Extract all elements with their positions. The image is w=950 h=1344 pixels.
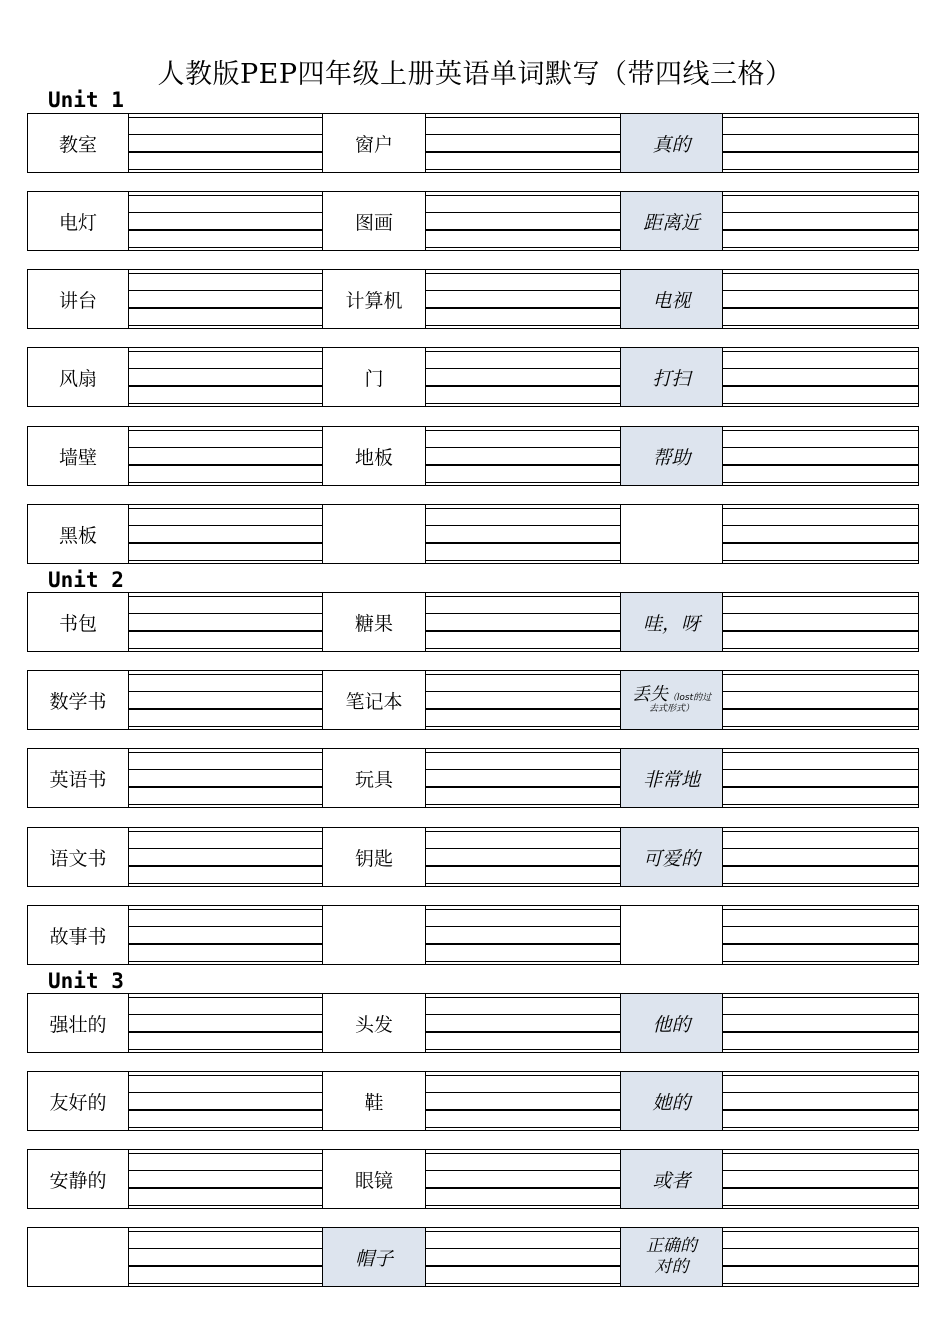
guide-line: [723, 508, 918, 509]
guide-line: [129, 117, 322, 118]
guide-line: [426, 630, 620, 632]
guide-line: [129, 1170, 322, 1171]
highlighted-word-label: [621, 1228, 723, 1286]
unit-heading: Unit 2: [48, 568, 124, 592]
guide-line: [129, 1075, 322, 1076]
guide-line: [129, 385, 322, 387]
guide-line: [426, 368, 620, 369]
highlighted-word-label: [621, 671, 723, 729]
writing-area[interactable]: [723, 593, 918, 651]
guide-line: [426, 648, 620, 649]
vocab-row: [27, 426, 919, 486]
guide-line: [723, 290, 918, 291]
guide-line: [723, 1265, 918, 1267]
guide-line: [426, 403, 620, 404]
writing-area[interactable]: [723, 1228, 918, 1286]
writing-area[interactable]: [723, 192, 918, 250]
guide-line: [426, 943, 620, 945]
writing-area[interactable]: [426, 906, 621, 964]
guide-line: [723, 1205, 918, 1206]
guide-line: [129, 430, 322, 431]
highlighted-word-label: 非常地: [621, 749, 723, 807]
guide-line: [129, 1049, 322, 1050]
guide-line: [723, 464, 918, 466]
guide-line: [426, 117, 620, 118]
writing-area[interactable]: [723, 114, 918, 172]
guide-line: [723, 883, 918, 884]
writing-area[interactable]: [129, 1150, 323, 1208]
guide-line: [129, 630, 322, 632]
writing-area[interactable]: [426, 1072, 621, 1130]
guide-line: [723, 542, 918, 544]
guide-line: [129, 351, 322, 352]
guide-line: [426, 831, 620, 832]
guide-line: [723, 351, 918, 352]
guide-line: [723, 325, 918, 326]
guide-line: [723, 865, 918, 867]
guide-line: [723, 909, 918, 910]
word-label: 窗户: [323, 114, 426, 172]
word-label: 眼镜: [323, 1150, 426, 1208]
guide-line: [129, 909, 322, 910]
word-label: 语文书: [28, 828, 129, 886]
writing-area[interactable]: [129, 994, 323, 1052]
word-label: 强壮的: [28, 994, 129, 1052]
guide-line: [426, 1014, 620, 1015]
guide-line: [426, 134, 620, 135]
word-label: 安静的: [28, 1150, 129, 1208]
writing-area[interactable]: [426, 593, 621, 651]
guide-line: [426, 447, 620, 448]
guide-line: [723, 769, 918, 770]
guide-line: [129, 752, 322, 753]
guide-line: [723, 560, 918, 561]
guide-line: [129, 273, 322, 274]
guide-line: [723, 1127, 918, 1128]
word-label: 墙壁: [28, 427, 129, 485]
word-label: 糖果: [323, 593, 426, 651]
word-note: （lost的过: [667, 693, 712, 704]
writing-area[interactable]: [723, 671, 918, 729]
guide-line: [129, 325, 322, 326]
word-label: 友好的: [28, 1072, 129, 1130]
guide-line: [129, 848, 322, 849]
guide-line: [129, 1248, 322, 1249]
guide-line: [723, 708, 918, 710]
guide-line: [426, 786, 620, 788]
guide-line: [723, 430, 918, 431]
word-label: 帽子: [323, 1228, 426, 1286]
guide-line: [426, 926, 620, 927]
guide-line: [129, 447, 322, 448]
guide-line: [426, 909, 620, 910]
writing-area[interactable]: [426, 192, 621, 250]
word-label: [323, 505, 426, 563]
highlighted-word-label: 打扫: [621, 348, 723, 406]
guide-line: [723, 786, 918, 788]
writing-area[interactable]: [723, 1150, 918, 1208]
guide-line: [723, 1153, 918, 1154]
word-label: 书包: [28, 593, 129, 651]
guide-line: [723, 307, 918, 309]
guide-line: [723, 1092, 918, 1093]
vocab-row: [27, 993, 919, 1053]
highlighted-word-label: 距离近: [621, 192, 723, 250]
word-label: 玩具: [323, 749, 426, 807]
guide-line: [129, 786, 322, 788]
writing-area[interactable]: [129, 192, 323, 250]
word-label: 电灯: [28, 192, 129, 250]
word-label: [28, 1228, 129, 1286]
guide-line: [129, 307, 322, 309]
guide-line: [129, 290, 322, 291]
guide-line: [723, 134, 918, 135]
guide-line: [723, 1075, 918, 1076]
highlighted-word-label: [621, 505, 723, 563]
guide-line: [426, 290, 620, 291]
guide-line: [426, 1153, 620, 1154]
guide-line: [426, 883, 620, 884]
guide-line: [723, 482, 918, 483]
writing-area[interactable]: [129, 348, 323, 406]
guide-line: [129, 726, 322, 727]
guide-line: [129, 1092, 322, 1093]
guide-line: [723, 943, 918, 945]
writing-area[interactable]: [426, 671, 621, 729]
guide-line: [129, 212, 322, 213]
guide-line: [426, 1205, 620, 1206]
guide-line: [426, 1031, 620, 1033]
vocab-row: [27, 113, 919, 173]
word-label: 数学书: [28, 671, 129, 729]
writing-area[interactable]: [129, 427, 323, 485]
writing-area[interactable]: [129, 505, 323, 563]
guide-line: [129, 464, 322, 466]
guide-line: [426, 273, 620, 274]
vocab-row: [27, 748, 919, 808]
vocab-row: [27, 504, 919, 564]
guide-line: [129, 1127, 322, 1128]
word-label: 钥匙: [323, 828, 426, 886]
word-text: 对的: [654, 1257, 689, 1277]
word-label: 讲台: [28, 270, 129, 328]
guide-line: [129, 508, 322, 509]
guide-line: [426, 613, 620, 614]
writing-area[interactable]: [723, 906, 918, 964]
writing-area[interactable]: [426, 348, 621, 406]
guide-line: [129, 169, 322, 170]
word-label: 计算机: [323, 270, 426, 328]
highlighted-word-label: 可爱的: [621, 828, 723, 886]
guide-line: [723, 169, 918, 170]
writing-area[interactable]: [129, 828, 323, 886]
guide-line: [129, 804, 322, 805]
highlighted-word-label: 他的: [621, 994, 723, 1052]
vocab-row: [27, 1149, 919, 1209]
guide-line: [129, 596, 322, 597]
writing-area[interactable]: [129, 593, 323, 651]
writing-area[interactable]: [723, 348, 918, 406]
guide-line: [426, 961, 620, 962]
guide-line: [129, 1265, 322, 1267]
guide-line: [723, 195, 918, 196]
word-label: [323, 906, 426, 964]
writing-area[interactable]: [723, 749, 918, 807]
writing-area[interactable]: [129, 671, 323, 729]
guide-line: [723, 1187, 918, 1189]
guide-line: [723, 1231, 918, 1232]
guide-line: [426, 1187, 620, 1189]
guide-line: [723, 1049, 918, 1050]
guide-line: [426, 542, 620, 544]
guide-line: [129, 1187, 322, 1189]
guide-line: [723, 212, 918, 213]
guide-line: [426, 385, 620, 387]
guide-line: [723, 117, 918, 118]
guide-line: [426, 482, 620, 483]
writing-area[interactable]: [426, 1228, 621, 1286]
word-label: 头发: [323, 994, 426, 1052]
guide-line: [723, 997, 918, 998]
guide-line: [129, 1205, 322, 1206]
guide-line: [129, 865, 322, 867]
guide-line: [129, 525, 322, 526]
guide-line: [426, 560, 620, 561]
highlighted-word-label: 她的: [621, 1072, 723, 1130]
writing-area[interactable]: [129, 1072, 323, 1130]
highlighted-word-label: 或者: [621, 1150, 723, 1208]
writing-area[interactable]: [723, 505, 918, 563]
guide-line: [723, 831, 918, 832]
word-label: 故事书: [28, 906, 129, 964]
word-label: 英语书: [28, 749, 129, 807]
guide-line: [129, 1109, 322, 1111]
vocab-row: [27, 905, 919, 965]
guide-line: [129, 831, 322, 832]
guide-line: [426, 997, 620, 998]
guide-line: [723, 630, 918, 632]
guide-line: [723, 648, 918, 649]
guide-line: [723, 273, 918, 274]
writing-area[interactable]: [426, 505, 621, 563]
writing-area[interactable]: [426, 994, 621, 1052]
vocab-row: [27, 1071, 919, 1131]
guide-line: [129, 883, 322, 884]
page-title: 人教版PEP四年级上册英语单词默写（带四线三格）: [157, 59, 793, 90]
guide-line: [723, 1283, 918, 1284]
writing-area[interactable]: [129, 749, 323, 807]
guide-line: [426, 769, 620, 770]
guide-line: [426, 1049, 620, 1050]
writing-area[interactable]: [426, 1150, 621, 1208]
word-label: 教室: [28, 114, 129, 172]
guide-line: [723, 691, 918, 692]
vocab-row: [27, 670, 919, 730]
writing-area[interactable]: [426, 828, 621, 886]
guide-line: [723, 613, 918, 614]
guide-line: [129, 1031, 322, 1033]
word-label: 图画: [323, 192, 426, 250]
guide-line: [129, 1283, 322, 1284]
guide-line: [426, 1127, 620, 1128]
guide-line: [129, 926, 322, 927]
guide-line: [426, 1075, 620, 1076]
guide-line: [426, 726, 620, 727]
highlighted-word-label: 哇，呀: [621, 593, 723, 651]
guide-line: [129, 613, 322, 614]
unit-heading: Unit 3: [48, 969, 124, 993]
guide-line: [426, 325, 620, 326]
writing-area[interactable]: [426, 270, 621, 328]
guide-line: [426, 508, 620, 509]
guide-line: [723, 1031, 918, 1033]
guide-line: [129, 943, 322, 945]
guide-line: [129, 674, 322, 675]
guide-line: [129, 961, 322, 962]
guide-line: [723, 247, 918, 248]
guide-line: [426, 351, 620, 352]
guide-line: [426, 195, 620, 196]
guide-line: [426, 1248, 620, 1249]
guide-line: [723, 926, 918, 927]
guide-line: [129, 691, 322, 692]
guide-line: [426, 752, 620, 753]
highlighted-word-label: [621, 906, 723, 964]
guide-line: [723, 385, 918, 387]
guide-line: [426, 1265, 620, 1267]
highlighted-word-label: 帮助: [621, 427, 723, 485]
writing-area[interactable]: [723, 1072, 918, 1130]
guide-line: [426, 151, 620, 153]
guide-line: [426, 169, 620, 170]
guide-line: [129, 482, 322, 483]
guide-line: [129, 769, 322, 770]
guide-line: [723, 674, 918, 675]
guide-line: [426, 212, 620, 213]
guide-line: [129, 403, 322, 404]
guide-line: [723, 752, 918, 753]
guide-line: [426, 247, 620, 248]
guide-line: [426, 1109, 620, 1111]
word-label: 鞋: [323, 1072, 426, 1130]
guide-line: [723, 804, 918, 805]
guide-line: [129, 134, 322, 135]
guide-line: [426, 1092, 620, 1093]
guide-line: [129, 542, 322, 544]
guide-line: [129, 195, 322, 196]
word-label: 笔记本: [323, 671, 426, 729]
vocab-row: [27, 191, 919, 251]
guide-line: [723, 726, 918, 727]
word-note: 去式形式）: [648, 704, 694, 715]
word-text: 正确的: [646, 1235, 697, 1256]
guide-line: [723, 403, 918, 404]
highlighted-word-label: 电视: [621, 270, 723, 328]
vocab-row: [27, 1227, 919, 1287]
vocab-row: [27, 592, 919, 652]
guide-line: [723, 1109, 918, 1111]
guide-line: [426, 1170, 620, 1171]
guide-line: [426, 464, 620, 466]
word-label: 风扇: [28, 348, 129, 406]
guide-line: [426, 229, 620, 231]
word-text: 丢失: [631, 684, 668, 706]
guide-line: [723, 1248, 918, 1249]
guide-line: [426, 865, 620, 867]
guide-line: [426, 1283, 620, 1284]
writing-area[interactable]: [426, 749, 621, 807]
guide-line: [723, 848, 918, 849]
guide-line: [723, 447, 918, 448]
writing-area[interactable]: [723, 427, 918, 485]
writing-area[interactable]: [129, 906, 323, 964]
guide-line: [129, 997, 322, 998]
writing-area[interactable]: [723, 994, 918, 1052]
guide-line: [723, 1014, 918, 1015]
guide-line: [723, 961, 918, 962]
guide-line: [129, 151, 322, 153]
guide-line: [723, 151, 918, 153]
vocab-row: [27, 269, 919, 329]
guide-line: [723, 1170, 918, 1171]
guide-line: [129, 708, 322, 710]
word-label: 黑板: [28, 505, 129, 563]
writing-area[interactable]: [426, 114, 621, 172]
guide-line: [426, 430, 620, 431]
guide-line: [129, 247, 322, 248]
vocab-row: [27, 347, 919, 407]
guide-line: [129, 1231, 322, 1232]
guide-line: [426, 708, 620, 710]
guide-line: [723, 229, 918, 231]
guide-line: [129, 560, 322, 561]
guide-line: [723, 596, 918, 597]
guide-line: [723, 368, 918, 369]
guide-line: [426, 525, 620, 526]
guide-line: [426, 674, 620, 675]
guide-line: [426, 848, 620, 849]
writing-area[interactable]: [129, 114, 323, 172]
guide-line: [129, 368, 322, 369]
highlighted-word-label: 真的: [621, 114, 723, 172]
guide-line: [426, 1231, 620, 1232]
guide-line: [723, 525, 918, 526]
guide-line: [426, 596, 620, 597]
guide-line: [129, 1153, 322, 1154]
vocab-row: [27, 827, 919, 887]
guide-line: [426, 804, 620, 805]
word-label: 门: [323, 348, 426, 406]
word-label: 地板: [323, 427, 426, 485]
writing-area[interactable]: [723, 270, 918, 328]
writing-area[interactable]: [129, 1228, 323, 1286]
guide-line: [426, 691, 620, 692]
guide-line: [129, 1014, 322, 1015]
guide-line: [129, 229, 322, 231]
writing-area[interactable]: [129, 270, 323, 328]
writing-area[interactable]: [723, 828, 918, 886]
unit-heading: Unit 1: [48, 88, 124, 112]
guide-line: [129, 648, 322, 649]
guide-line: [426, 307, 620, 309]
writing-area[interactable]: [426, 427, 621, 485]
